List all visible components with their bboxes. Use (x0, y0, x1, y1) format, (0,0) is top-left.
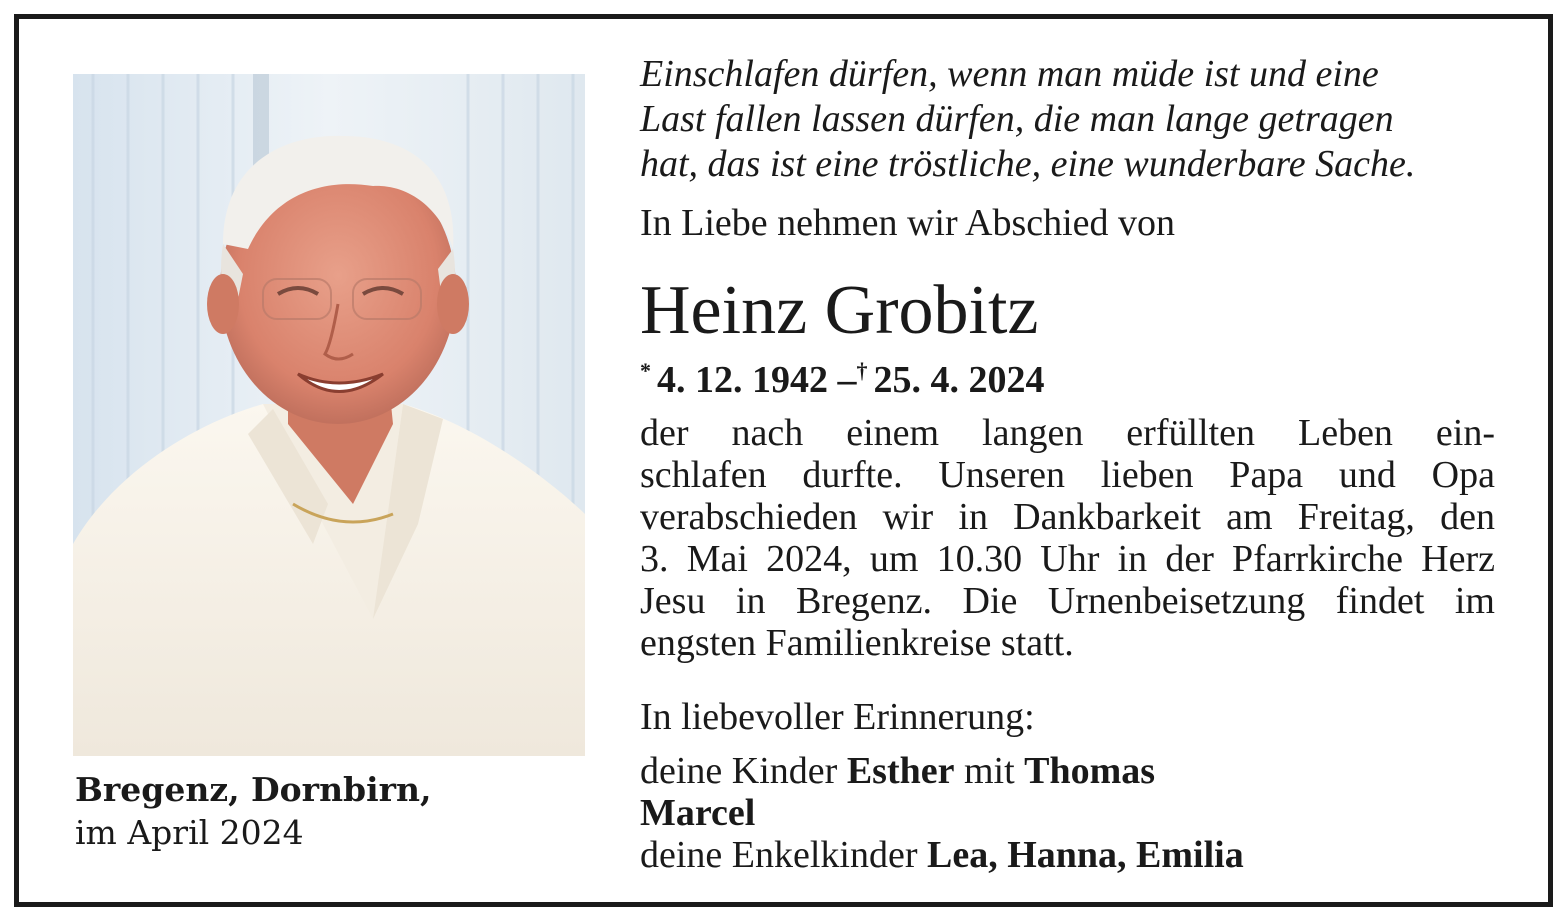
children-prefix: deine Kinder (640, 750, 838, 792)
with-word: mit (963, 750, 1015, 792)
child-name: Marcel (640, 792, 756, 834)
birth-symbol: * (640, 358, 651, 383)
body-line: Jesu in Bregenz. Die Urnenbeisetzung findet im (640, 580, 1495, 622)
place-date: im April 2024 (75, 813, 304, 852)
quote (640, 52, 1495, 187)
grandchildren-names: Lea, Hanna, Emilia (927, 834, 1244, 876)
body-line: 3. Mai 2024, um 10.30 Uhr in der Pfarrkirche Herz (640, 538, 1495, 580)
death-date: 25. 4. 2024 (873, 359, 1045, 401)
place-and-date (75, 768, 432, 854)
body-text (640, 412, 1495, 664)
deceased-name: Heinz Grobitz (640, 272, 1039, 349)
birth-date: 4. 12. 1942 (657, 359, 828, 401)
place-city: Bregenz, Dornbirn, (75, 770, 432, 809)
grandchildren-prefix: deine Enkelkinder (640, 834, 918, 876)
body-line: verabschieden wir in Dankbarkeit am Freitag, den (640, 496, 1495, 538)
body-line: der nach einem langen erfüllten Leben ein- (640, 412, 1495, 454)
death-symbol: † (856, 358, 868, 383)
date-separator: – (837, 359, 857, 401)
partner-name: Thomas (1024, 750, 1156, 792)
quote-line: Einschlafen dürfen, wenn man müde ist und eine (640, 53, 1379, 95)
signers-children (640, 750, 1495, 792)
quote-line: Last fallen lassen dürfen, die man lange getragen (640, 98, 1394, 140)
signers (640, 750, 1495, 876)
signers-grandchildren (640, 834, 1495, 876)
child-name: Esther (846, 750, 955, 792)
farewell-intro: In Liebe nehmen wir Abschied von (640, 202, 1176, 244)
closing-text: In liebevoller Erinnerung: (640, 696, 1035, 738)
portrait-photo (73, 74, 585, 756)
quote-line: hat, das ist eine tröstliche, eine wunderbare Sache. (640, 143, 1416, 185)
life-dates (640, 348, 1495, 403)
body-line: schlafen durfte. Unseren lieben Papa und Opa (640, 454, 1495, 496)
body-line: engsten Familienkreise statt. (640, 622, 1074, 664)
